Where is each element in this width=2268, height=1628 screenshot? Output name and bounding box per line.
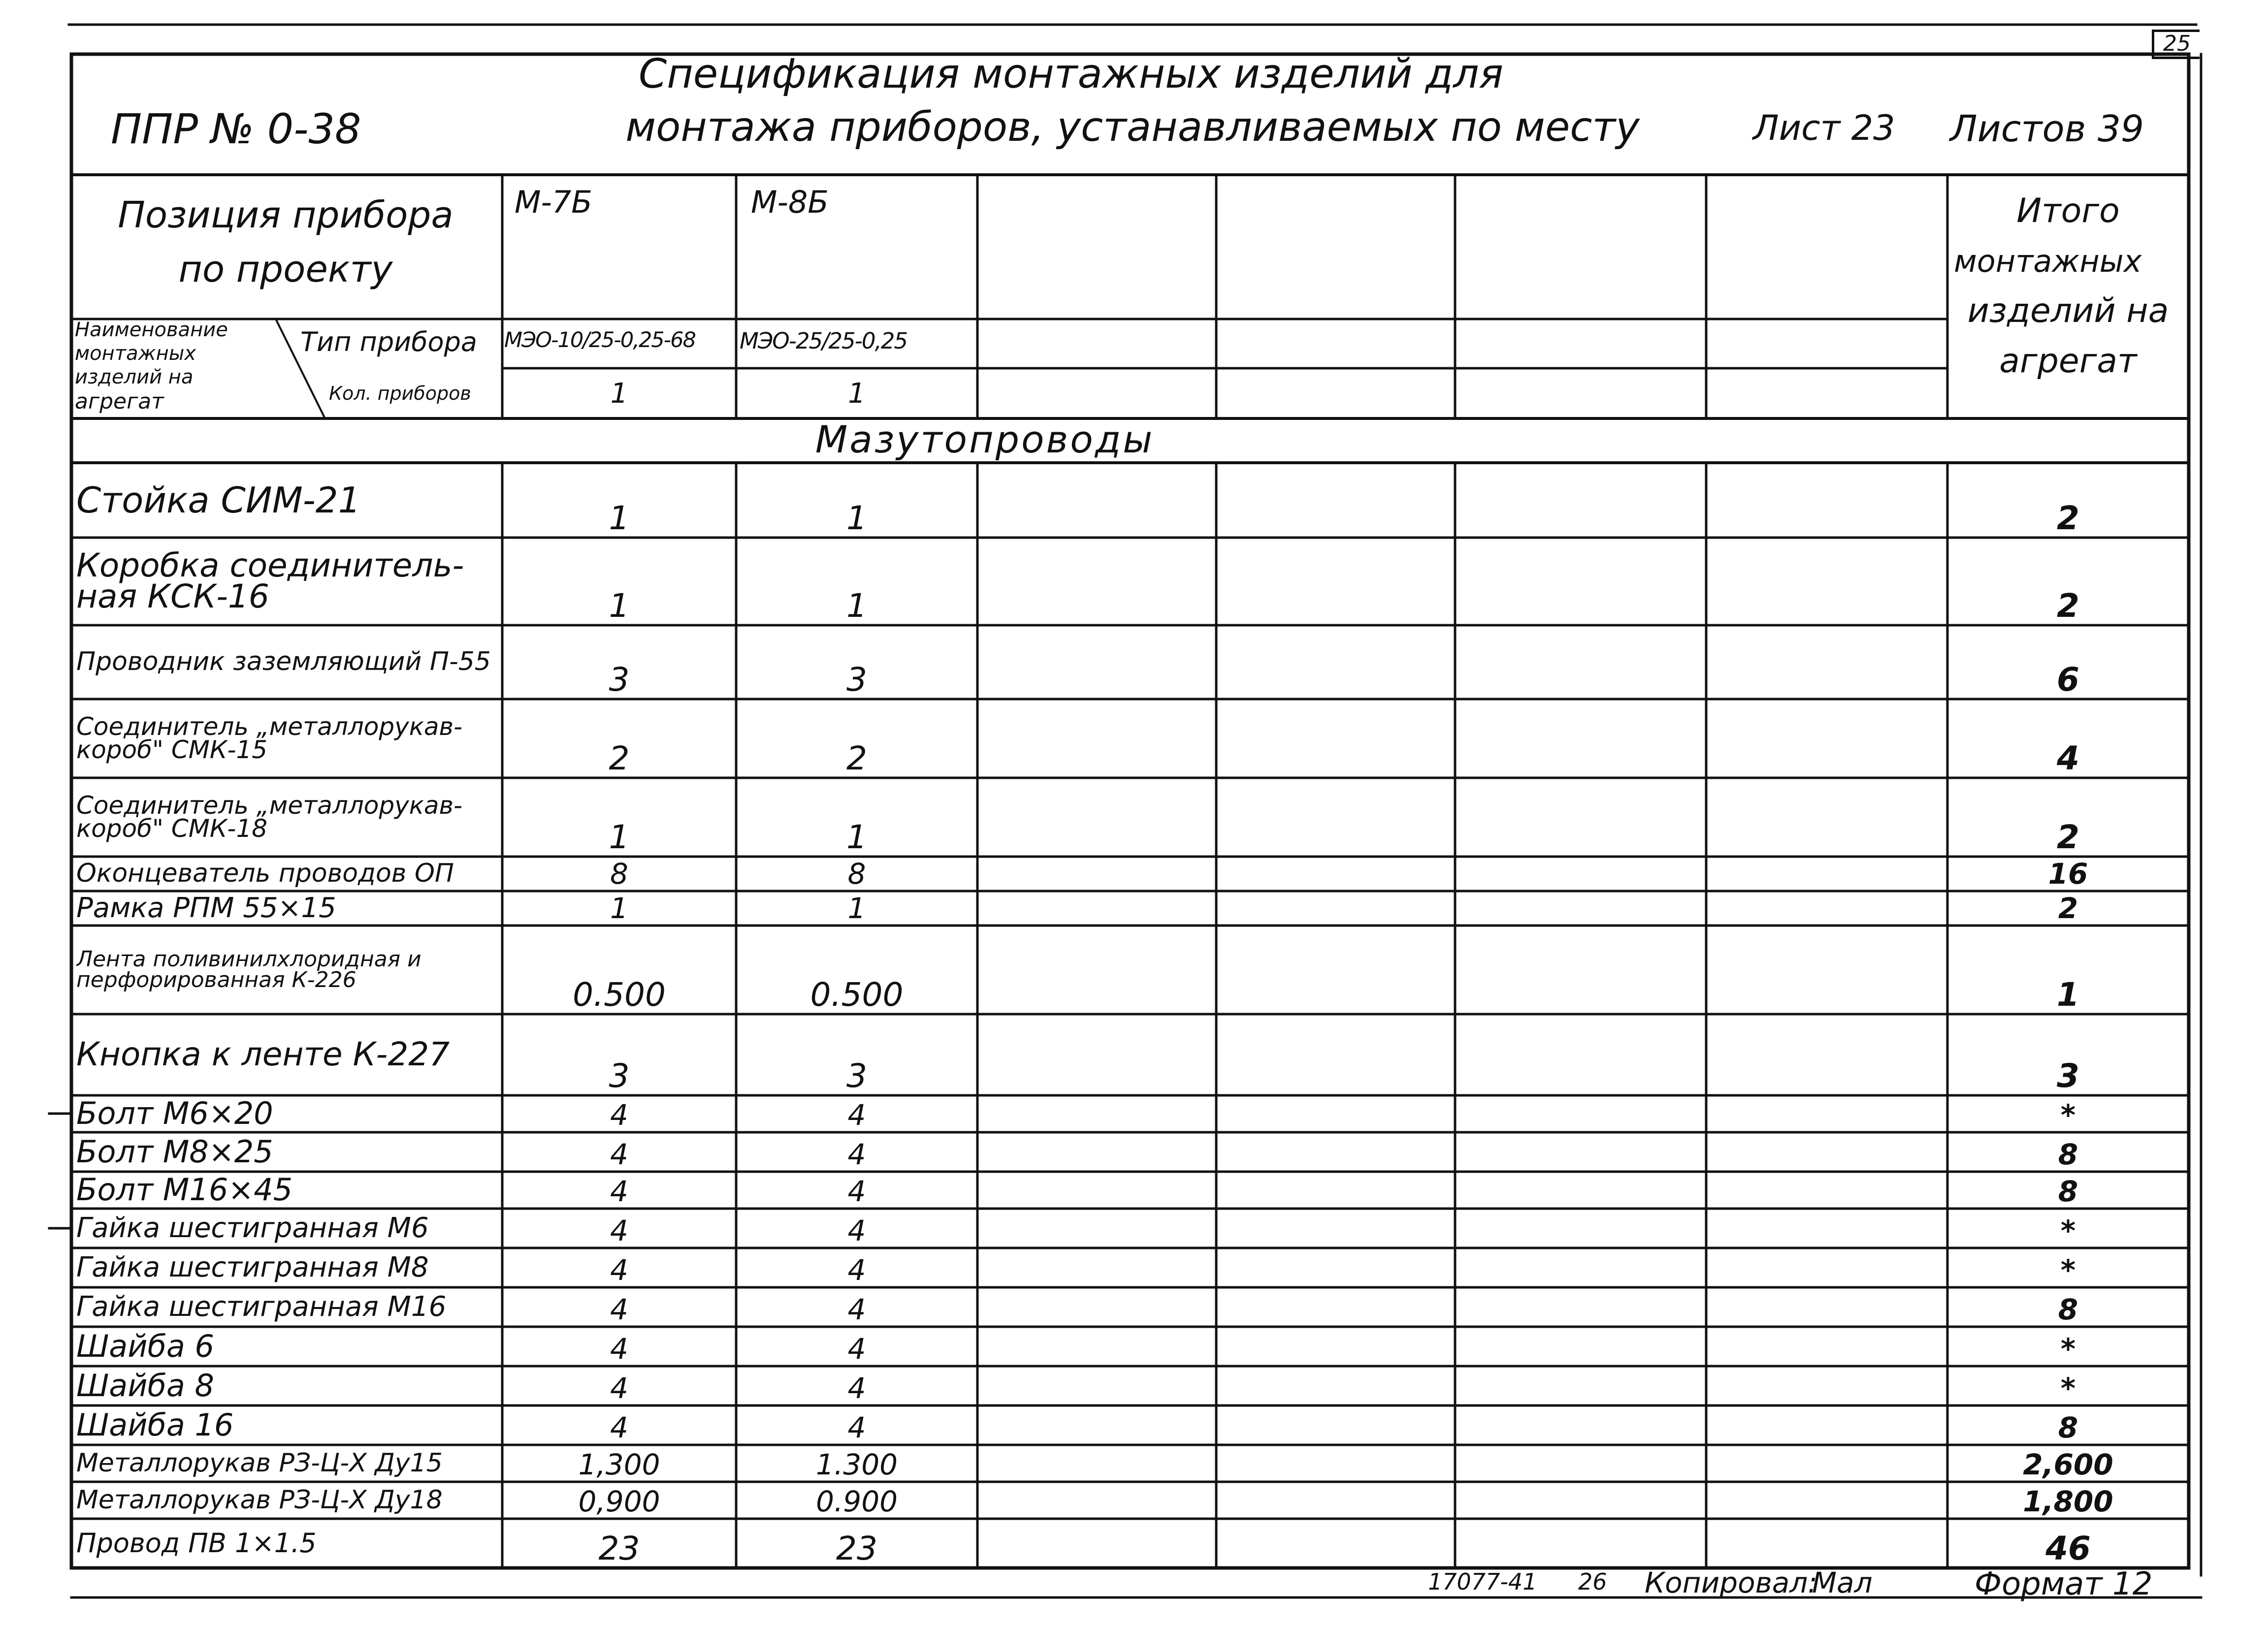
item-qty-m8: 1 <box>846 499 867 537</box>
sheet-label: Лист 23 <box>1753 108 1895 148</box>
item-total: 2,600 <box>2023 1448 2113 1481</box>
item-qty-m7: 2 <box>609 739 630 777</box>
table-row <box>0 1519 2268 1568</box>
order-number: 17077-41 <box>1428 1568 1537 1595</box>
item-qty-m7: 3 <box>609 661 630 699</box>
item-qty-m8: 4 <box>847 1098 866 1132</box>
item-name: Гайка шестигранная М16 <box>76 1291 447 1323</box>
item-qty-m7: 0,900 <box>578 1485 660 1518</box>
table-row <box>0 778 2268 857</box>
item-qty-m8: 0.500 <box>810 976 904 1014</box>
item-qty-m7: 4 <box>610 1098 628 1132</box>
device-type-label: Тип прибора <box>300 326 477 357</box>
device-type-1: МЭО-10/25-0,25-68 <box>504 328 695 352</box>
table-row <box>0 926 2268 1014</box>
item-name: Соединитель „металлорукав-короб" СМК-15 <box>76 712 463 764</box>
device-position-2: М-8Б <box>751 184 829 220</box>
total-header-line3: изделий на <box>1967 291 2169 330</box>
item-qty-m8: 4 <box>847 1175 866 1208</box>
item-name: Рамка РПМ 55×15 <box>76 892 336 925</box>
item-total: 8 <box>2058 1293 2078 1326</box>
item-total: 8 <box>2058 1175 2078 1208</box>
item-total: * <box>2060 1214 2076 1247</box>
item-name: Коробка соединитель- ная КСК-16 <box>76 546 464 615</box>
table-row <box>0 538 2268 625</box>
position-header-line1: Позиция прибора <box>118 194 454 236</box>
naming-line1: Наименование <box>75 319 228 341</box>
naming-line4: агрегат <box>75 389 164 414</box>
device-type-2: МЭО-25/25-0,25 <box>740 328 907 354</box>
item-qty-m8: 2 <box>846 739 867 777</box>
item-qty-m7: 4 <box>610 1138 628 1171</box>
item-name: Шайба 8 <box>76 1367 214 1404</box>
item-total: 8 <box>2058 1411 2078 1444</box>
item-qty-m8: 0.900 <box>815 1485 898 1518</box>
item-total: 3 <box>2057 1057 2079 1095</box>
item-qty-m7: 23 <box>598 1530 640 1567</box>
item-total: 6 <box>2057 661 2079 699</box>
item-qty-m7: 1 <box>609 818 630 856</box>
item-total: * <box>2060 1372 2076 1405</box>
total-header-line1: Итого <box>2016 192 2120 230</box>
item-qty-m7: 1 <box>610 892 628 925</box>
item-qty-m8: 1 <box>846 587 867 625</box>
title-line2: монтажа приборов, устанавливаемых по месту <box>625 104 1640 151</box>
item-qty-m7: 1,300 <box>578 1448 660 1481</box>
item-total: 1,800 <box>2023 1485 2113 1518</box>
item-total: * <box>2060 1332 2076 1366</box>
page-number: 25 <box>2152 30 2200 59</box>
item-qty-m7: 4 <box>610 1293 628 1326</box>
table-row <box>0 1405 2268 1445</box>
item-name: Провод ПВ 1×1.5 <box>76 1528 317 1559</box>
item-name: Кнопка к ленте К-227 <box>76 1035 450 1074</box>
item-name: Шайба 6 <box>76 1328 214 1364</box>
item-qty-m7: 4 <box>610 1332 628 1366</box>
device-position-1: М-7Б <box>515 184 592 220</box>
sheets-total-label: Листов 39 <box>1950 108 2144 150</box>
item-qty-m8: 3 <box>846 1057 867 1095</box>
table-row <box>0 891 2268 926</box>
item-qty-m8: 1.300 <box>815 1448 898 1481</box>
naming-line3: изделий на <box>75 366 194 388</box>
item-qty-m7: 8 <box>610 857 628 891</box>
item-qty-m7: 4 <box>610 1214 628 1247</box>
table-row <box>0 1132 2268 1172</box>
total-header-line2: монтажных <box>1954 243 2142 279</box>
item-qty-m7: 1 <box>609 499 630 537</box>
item-name: Гайка шестигранная М6 <box>76 1212 429 1245</box>
item-total: 8 <box>2058 1138 2078 1171</box>
copied-label: Копировал: <box>1645 1566 1817 1599</box>
item-qty-m8: 4 <box>847 1411 866 1444</box>
item-total: * <box>2060 1098 2076 1132</box>
item-total: 4 <box>2057 739 2079 777</box>
naming-line2: монтажных <box>75 342 196 365</box>
item-qty-m8: 23 <box>836 1530 877 1567</box>
table-row <box>0 1287 2268 1327</box>
item-total: 16 <box>2048 857 2088 891</box>
item-qty-m7: 4 <box>610 1411 628 1444</box>
item-qty-m8: 4 <box>847 1293 866 1326</box>
item-qty-m8: 4 <box>847 1138 866 1171</box>
item-name: Оконцеватель проводов ОП <box>76 859 454 889</box>
item-total: 46 <box>2045 1530 2091 1567</box>
item-qty-m8: 4 <box>847 1214 866 1247</box>
item-name: Проводник заземляющий П-55 <box>76 647 491 677</box>
device-count-label: Кол. приборов <box>329 383 471 404</box>
item-name: Гайка шестигранная М8 <box>76 1251 429 1284</box>
item-qty-m7: 0.500 <box>573 976 666 1014</box>
item-name: Болт М16×45 <box>76 1172 293 1208</box>
footer-page: 26 <box>1578 1568 1607 1595</box>
item-name: Металлорукав РЗ-Ц-Х Ду18 <box>76 1485 443 1515</box>
item-qty-m8: 1 <box>847 892 866 925</box>
item-qty-m8: 3 <box>846 661 867 699</box>
item-qty-m8: 4 <box>847 1332 866 1366</box>
table-row <box>0 1327 2268 1366</box>
title-line1: Спецификация монтажных изделий для <box>638 51 1504 97</box>
table-row <box>0 625 2268 699</box>
item-total: 2 <box>2057 499 2079 537</box>
table-row <box>0 1366 2268 1405</box>
item-qty-m8: 4 <box>847 1372 866 1405</box>
table-row <box>0 1482 2268 1519</box>
total-header-line4: агрегат <box>1999 342 2137 381</box>
table-row <box>0 1248 2268 1287</box>
table-row <box>0 463 2268 538</box>
item-name: Шайба 16 <box>76 1406 234 1443</box>
device-count-2: 1 <box>848 378 866 410</box>
item-name: Болт М8×25 <box>76 1133 273 1170</box>
copied-signature: Мал <box>1812 1566 1873 1599</box>
table-row <box>0 1095 2268 1132</box>
item-qty-m8: 8 <box>847 857 866 891</box>
item-name: Стойка СИМ-21 <box>76 479 361 521</box>
item-qty-m7: 1 <box>609 587 630 625</box>
item-total: 2 <box>2057 587 2079 625</box>
item-qty-m7: 3 <box>609 1057 630 1095</box>
position-header-line2: по проекту <box>178 248 393 290</box>
item-qty-m8: 1 <box>846 818 867 856</box>
item-qty-m8: 4 <box>847 1253 866 1287</box>
format-label: Формат 12 <box>1975 1566 2153 1602</box>
item-total: * <box>2060 1253 2076 1287</box>
device-count-1: 1 <box>610 378 628 410</box>
table-row <box>0 1209 2268 1248</box>
item-total: 2 <box>2058 892 2078 925</box>
item-name: Соединитель „металлорукав-короб" СМК-18 <box>76 791 463 843</box>
item-total: 2 <box>2057 818 2079 856</box>
table-row <box>0 699 2268 778</box>
section-title: Мазутопроводы <box>815 417 1155 461</box>
item-name: Лента поливинилхлоридная и перфорированная К-226 <box>76 947 421 992</box>
item-name: Металлорукав РЗ-Ц-Х Ду15 <box>76 1448 443 1478</box>
table-row <box>0 1445 2268 1482</box>
item-total: 1 <box>2057 976 2079 1014</box>
ppr-label: ППР № 0-38 <box>111 105 361 153</box>
table-row <box>0 1172 2268 1209</box>
item-name: Болт М6×20 <box>76 1095 273 1132</box>
item-qty-m7: 4 <box>610 1253 628 1287</box>
item-qty-m7: 4 <box>610 1372 628 1405</box>
item-qty-m7: 4 <box>610 1175 628 1208</box>
table-row <box>0 1014 2268 1095</box>
table-row <box>0 857 2268 891</box>
